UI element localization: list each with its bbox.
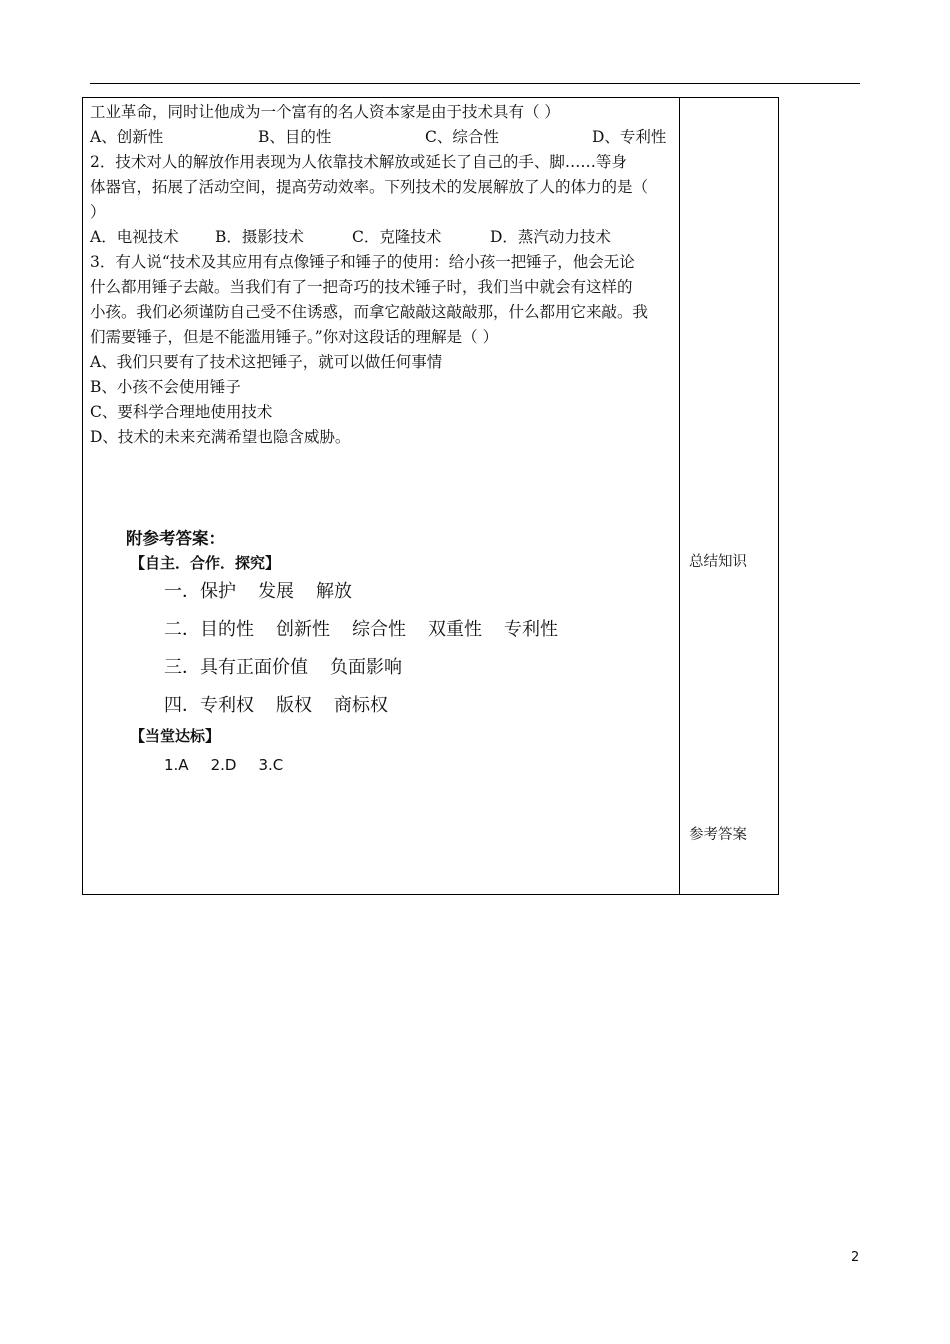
q1-options <box>90 125 675 150</box>
quiz-answers: 1.A 2.D 3.C <box>164 756 284 774</box>
questions-cell <box>90 100 675 450</box>
side-label-summary: 总结知识 <box>689 554 747 570</box>
q2-options <box>90 225 675 250</box>
q1-option-b: B、目的性 <box>258 128 332 146</box>
answer-row-4: 四．专利权 版权 商标权 <box>164 695 388 716</box>
q2-option-d: D．蒸汽动力技术 <box>490 228 611 246</box>
q2-line: ） <box>90 203 106 221</box>
q1-option-d: D、专利性 <box>592 128 667 146</box>
answer-row-1: 一．保护 发展 解放 <box>164 581 352 602</box>
q1-option-c: C、综合性 <box>425 128 499 146</box>
q2-line: 2．技术对人的解放作用表现为人依靠技术解放或延长了自己的手、脚……等身 <box>90 153 627 171</box>
reference-answers <box>126 525 558 784</box>
q1-tail: 工业革命，同时让他成为一个富有的名人资本家是由于技术具有（ ） <box>90 103 560 121</box>
q2-option-b: B．摄影技术 <box>215 228 304 246</box>
q3-option-c: C、要科学合理地使用技术 <box>90 403 273 421</box>
q2-line: 体器官，拓展了活动空间，提高劳动效率。下列技术的发展解放了人的体力的是（ <box>90 178 649 196</box>
q2-option-c: C．克隆技术 <box>352 228 442 246</box>
answers-title: 附参考答案： <box>126 529 225 548</box>
answers-section-quiz: 【当堂达标】 <box>130 727 221 745</box>
q3-line: 们需要锤子，但是不能滥用锤子。”你对这段话的理解是（ ） <box>90 328 499 346</box>
answer-row-2: 二．目的性 创新性 综合性 双重性 专利性 <box>164 619 558 640</box>
q3-line: 什么都用锤子去敲。当我们有了一把奇巧的技术锤子时，我们当中就会有这样的 <box>90 278 633 296</box>
q3-line: 3．有人说“技术及其应用有点像锤子和锤子的使用：给小孩一把锤子，他会无论 <box>90 253 635 271</box>
table-column-divider <box>679 97 680 895</box>
q1-option-a: A、创新性 <box>90 128 164 146</box>
q3-line: 小孩。我们必须谨防自己受不住诱惑，而拿它敲敲这敲敲那，什么都用它来敲。我 <box>90 303 649 321</box>
q3-option-d: D、技术的未来充满希望也隐含威胁。 <box>90 428 351 446</box>
answer-row-3: 三．具有正面价值 负面影响 <box>164 657 402 678</box>
q2-option-a: A．电视技术 <box>90 228 179 246</box>
q3-option-a: A、我们只要有了技术这把锤子，就可以做任何事情 <box>90 353 443 371</box>
side-label-reference: 参考答案 <box>689 827 747 843</box>
header-rule <box>90 83 860 84</box>
page-number: 2 <box>851 1250 860 1265</box>
q3-option-b: B、小孩不会使用锤子 <box>90 378 241 396</box>
answers-section-explore: 【自主．合作．探究】 <box>130 554 281 572</box>
